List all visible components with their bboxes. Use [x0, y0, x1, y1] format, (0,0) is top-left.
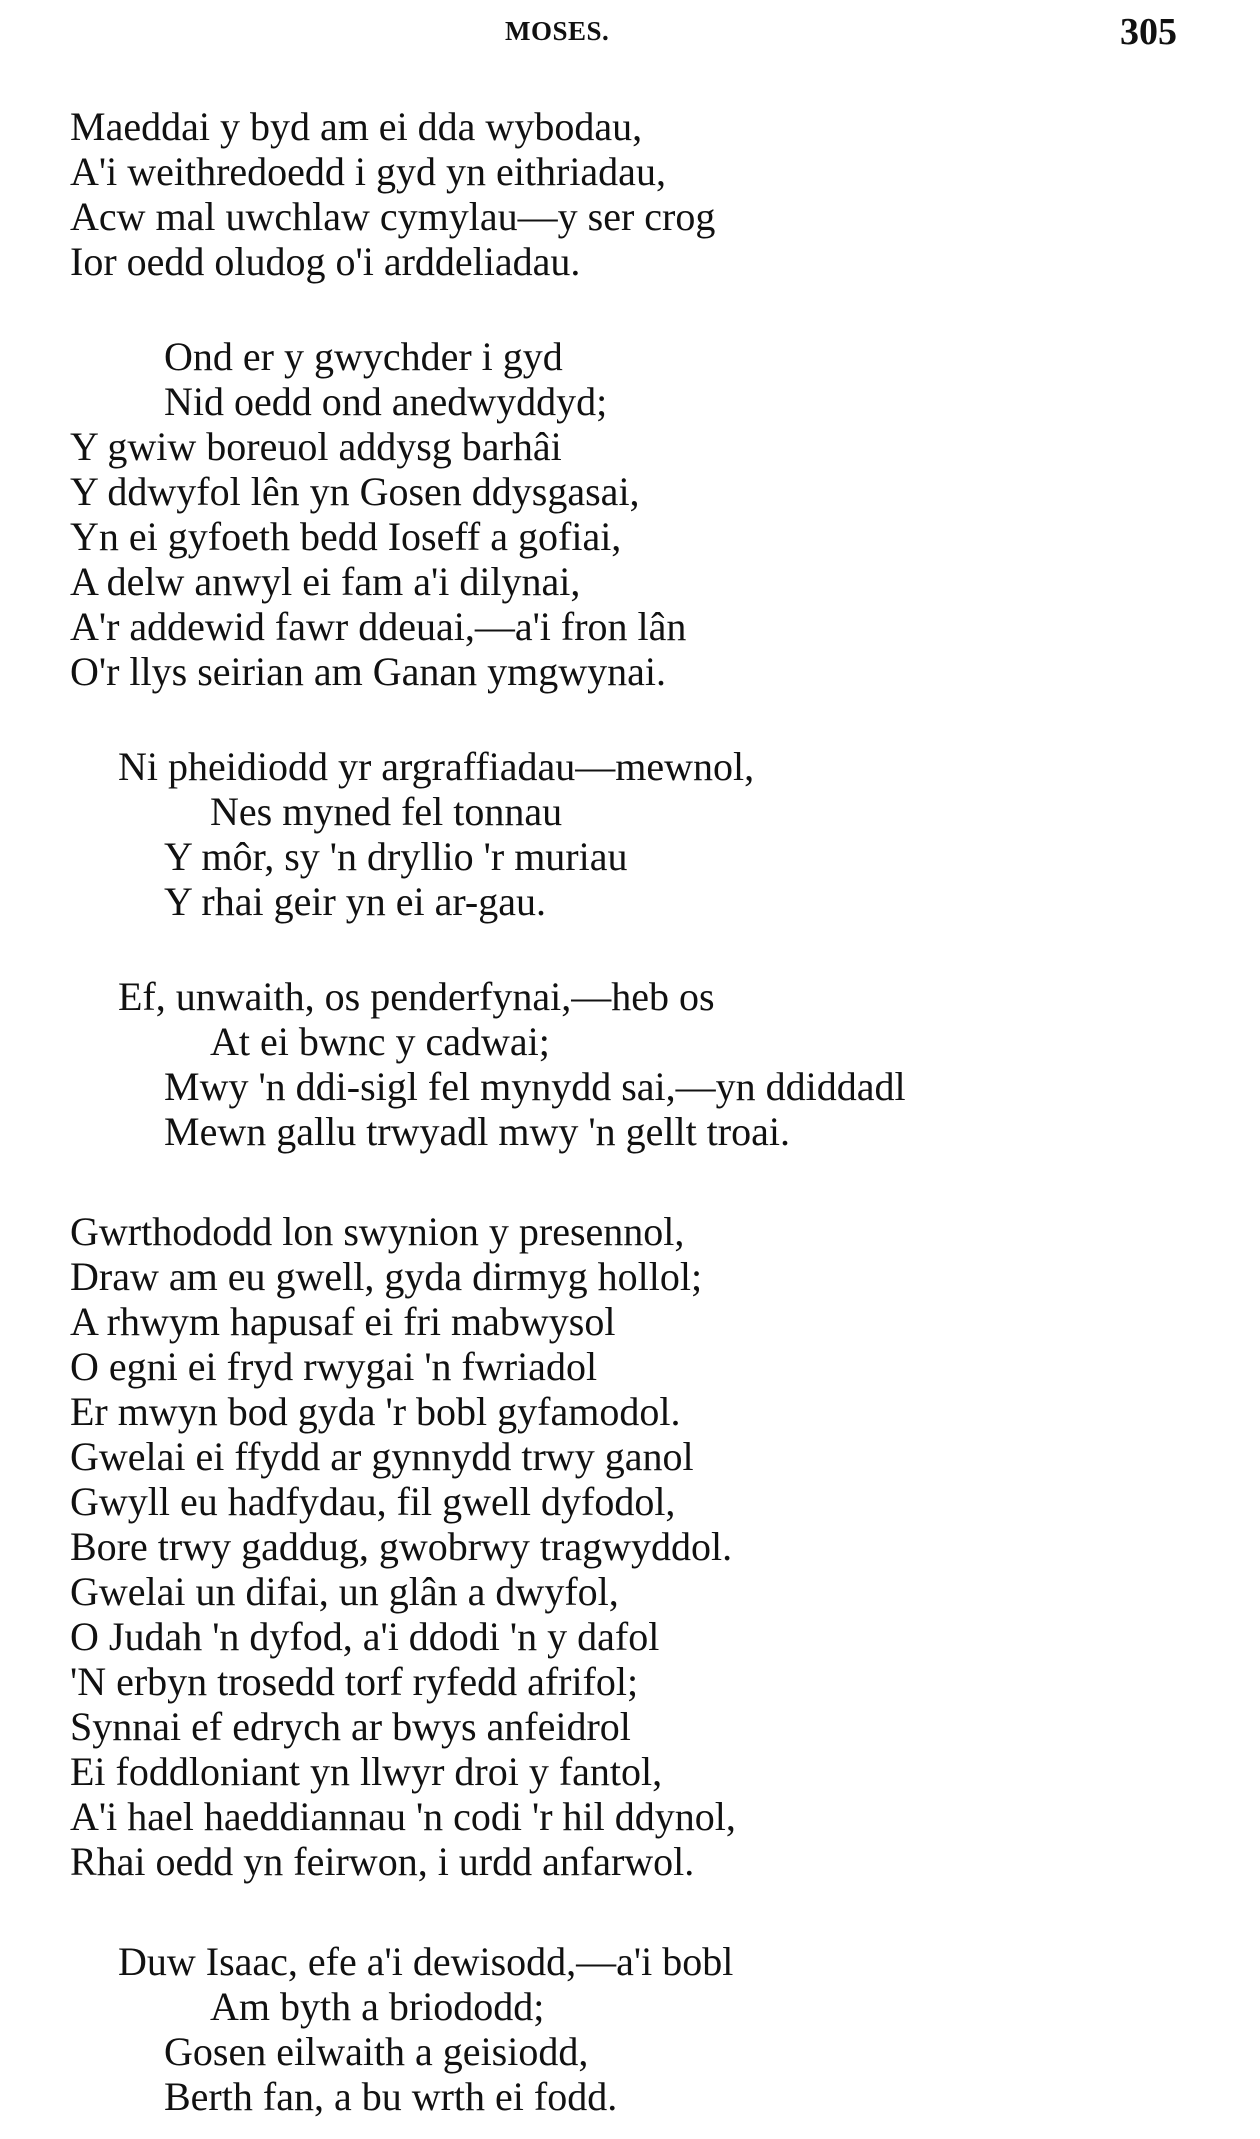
verse-line: Synnai ef edrych ar bwys anfeidrol — [70, 1704, 631, 1749]
verse-line: Ef, unwaith, os penderfynai,—heb os — [118, 974, 715, 1019]
verse-line: Mewn gallu trwyadl mwy 'n gellt troai. — [164, 1109, 790, 1154]
verse-line: Ni pheidiodd yr argraffiadau—mewnol, — [118, 744, 755, 789]
verse-line: O Judah 'n dyfod, a'i ddodi 'n y dafol — [70, 1614, 660, 1659]
verse-line: Maeddai y byd am ei dda wybodau, — [70, 104, 643, 149]
verse-line: Duw Isaac, efe a'i dewisodd,—a'i bobl — [118, 1939, 734, 1984]
verse-line: Draw am eu gwell, gyda dirmyg hollol; — [70, 1254, 703, 1299]
verse-line: Y rhai geir yn ei ar-gau. — [164, 879, 546, 924]
verse-line: Nid oedd ond anedwyddyd; — [164, 379, 608, 424]
verse-line: Ei foddloniant yn llwyr droi y fantol, — [70, 1749, 663, 1794]
verse-line: Rhai oedd yn feirwon, i urdd anfarwol. — [70, 1839, 695, 1884]
verse-line: Acw mal uwchlaw cymylau—y ser crog — [70, 194, 716, 239]
verse-line: Gwelai ei ffydd ar gynnydd trwy ganol — [70, 1434, 694, 1479]
verse-line: O egni ei fryd rwygai 'n fwriadol — [70, 1344, 598, 1389]
verse-line: Gwrthododd lon swynion y presennol, — [70, 1209, 685, 1254]
verse-line: Y gwiw boreuol addysg barhâi — [70, 424, 562, 469]
verse-line: Am byth a briododd; — [210, 1984, 545, 2029]
verse-line: Ior oedd oludog o'i arddeliadau. — [70, 239, 581, 284]
verse-line: Bore trwy gaddug, gwobrwy tragwyddol. — [70, 1524, 733, 1569]
verse-line: Y ddwyfol lên yn Gosen ddysgasai, — [70, 469, 640, 514]
verse-line: 'N erbyn trosedd torf ryfedd afrifol; — [70, 1659, 639, 1704]
verse-line: Yn ei gyfoeth bedd Ioseff a gofiai, — [70, 514, 622, 559]
verse-line: Gwyll eu hadfydau, fil gwell dyfodol, — [70, 1479, 676, 1524]
verse-line: A rhwym hapusaf ei fri mabwysol — [70, 1299, 616, 1344]
verse-line: A'i weithredoedd i gyd yn eithriadau, — [70, 149, 666, 194]
running-title: MOSES. — [505, 16, 610, 46]
verse-line: Gwelai un difai, un glân a dwyfol, — [70, 1569, 619, 1614]
verse-line: Er mwyn bod gyda 'r bobl gyfamodol. — [70, 1389, 681, 1434]
verse-line: At ei bwnc y cadwai; — [210, 1019, 550, 1064]
page-number: 305 — [1120, 11, 1177, 53]
verse-line: A delw anwyl ei fam a'i dilynai, — [70, 559, 581, 604]
verse-line: Nes myned fel tonnau — [210, 789, 563, 834]
verse-line: Gosen eilwaith a geisiodd, — [164, 2029, 589, 2074]
verse-line: Mwy 'n ddi-sigl fel mynydd sai,—yn ddiddadl — [164, 1064, 906, 1109]
verse-line: Y môr, sy 'n dryllio 'r muriau — [164, 834, 628, 879]
verse-line: Berth fan, a bu wrth ei fodd. — [164, 2074, 618, 2119]
verse-line: O'r llys seirian am Ganan ymgwynai. — [70, 649, 666, 694]
verse-line: Ond er y gwychder i gyd — [164, 334, 563, 379]
verse-line: A'r addewid fawr ddeuai,—a'i fron lân — [70, 604, 687, 649]
verse-line: A'i hael haeddiannau 'n codi 'r hil ddynol, — [70, 1794, 736, 1839]
